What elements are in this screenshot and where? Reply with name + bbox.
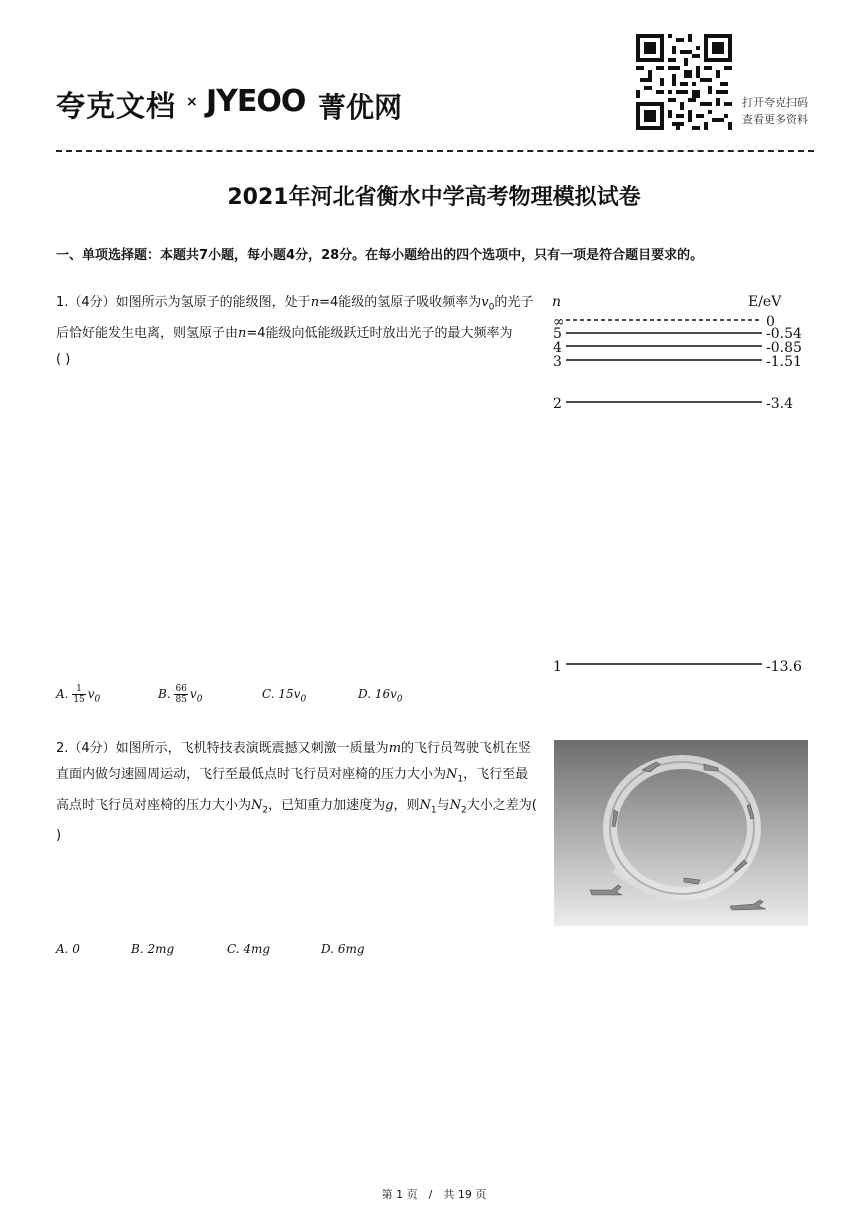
level-n-label: 1 (553, 659, 562, 675)
option-var: v (87, 687, 95, 701)
airshow-loop-image (554, 740, 808, 926)
q1-options (56, 684, 403, 705)
q2-option-b[interactable]: B. 2mg (131, 942, 175, 956)
q1-option-d[interactable] (358, 687, 403, 704)
level-n-label: 4 (553, 340, 562, 356)
q2-subscript: 1 (430, 805, 437, 816)
q1-subscript: 0 (488, 302, 495, 313)
q2-var-m: m (388, 741, 402, 756)
q2-option-c[interactable]: C. 4mg (227, 942, 271, 956)
quark-logo: 夸克文档 (56, 89, 177, 123)
q1-option-b[interactable] (158, 684, 262, 705)
level-n-label: 2 (553, 396, 562, 412)
qr-caption-line1: 打开夸克扫码 (742, 96, 808, 109)
option-subscript: 0 (300, 694, 307, 705)
q1-answer-blank: ( ) (56, 351, 71, 367)
document-title: 2021年河北省衡水中学高考物理模拟试卷 (227, 185, 641, 210)
fraction-numerator: 66 (175, 684, 187, 694)
jyeoo-logo: JYEOO (206, 84, 306, 119)
level-e-label: -0.54 (766, 326, 802, 342)
q1-var-n: n (238, 325, 247, 341)
q2-text-part: 与 (436, 797, 450, 813)
option-subscript: 0 (396, 694, 403, 705)
q2-text-part: 2.（4分）如图所示，飞机特技表演既震撼又刺激一质量为 (56, 741, 389, 756)
q2-var-n: N (446, 767, 458, 782)
qr-caption (742, 94, 808, 128)
option-letter: A. (56, 687, 69, 701)
fraction (72, 684, 85, 705)
question-2-text (56, 736, 540, 849)
fraction-numerator: 1 (72, 684, 85, 695)
level-e-label: -1.51 (766, 354, 802, 370)
option-subscript: 0 (196, 694, 203, 705)
level-e-label: 0 (766, 314, 775, 330)
fraction-denominator: 85 (175, 695, 187, 705)
level-n-label: 3 (553, 354, 562, 370)
brand-separator: × (186, 94, 198, 110)
option-var: v (189, 687, 197, 701)
q2-text-part: 大小之差为( ) (56, 797, 537, 844)
option-subscript: 0 (94, 694, 101, 705)
diagram-e-header: E/eV (748, 294, 782, 310)
fraction-denominator: 15 (73, 695, 85, 705)
q1-text-part: 1.（4分）如图所示为氢原子的能级图，处于 (56, 295, 311, 310)
question-1-text (56, 290, 540, 373)
q2-var-n: N (449, 797, 461, 813)
level-e-label: -13.6 (766, 659, 802, 675)
q1-text-part: =4能级向低能级跃迁时放出光子的最大频率为 (246, 325, 513, 341)
qr-caption-line2: 查看更多资料 (742, 113, 808, 126)
q2-subscript: 2 (460, 805, 467, 816)
level-e-label: -3.4 (766, 396, 793, 412)
level-n-label: ∞ (553, 314, 565, 330)
q2-text-part: ，则 (393, 797, 420, 813)
option-letter: B. (158, 687, 171, 701)
q1-option-a[interactable] (56, 684, 158, 705)
section-heading: 一、单项选择题：本题共7小题，每小题4分，28分。在每小题给出的四个选项中，只有一项是符合题目要求的。 (56, 248, 704, 263)
q2-var-n: N (419, 797, 431, 813)
q1-text-part: 的光子后恰好能发生电离，则氢原子由 (56, 295, 534, 341)
q2-var-n: N (251, 797, 263, 813)
q1-option-c[interactable] (262, 687, 358, 704)
q1-text-part: =4能级的氢原子吸收频率为 (319, 295, 482, 310)
header-divider (56, 150, 814, 152)
q2-subscript: 1 (457, 774, 464, 785)
q2-option-d[interactable]: D. 6mg (321, 942, 365, 956)
energy-level-diagram (548, 286, 818, 686)
q2-var-g: g (385, 797, 394, 813)
qr-code[interactable] (636, 34, 732, 130)
q2-text-part: ，飞行至最高点时飞行员对座椅的压力大小为 (56, 767, 529, 813)
level-e-label: -0.85 (766, 340, 802, 356)
option-text: D. 16v (358, 687, 397, 701)
page-indicator: 第 1 页 / 共 19 页 (381, 1188, 487, 1201)
q2-text-part: 的飞行员驾驶飞机在竖直面内做匀速圆周运动，飞行至最低点时飞行员对座椅的压力大小为 (56, 741, 532, 782)
q1-var-n: n (310, 295, 320, 310)
q1-var-v: v (481, 295, 489, 310)
q2-subscript: 2 (262, 805, 269, 816)
q2-options (56, 942, 365, 956)
q2-text-part: ，已知重力加速度为 (268, 797, 386, 813)
option-text: C. 15v (262, 687, 301, 701)
level-n-label: 5 (553, 326, 562, 342)
fraction (174, 684, 187, 705)
diagram-n-header: n (552, 294, 562, 310)
jingyou-logo: 菁优网 (318, 91, 403, 124)
q2-option-a[interactable]: A. 0 (56, 942, 80, 956)
